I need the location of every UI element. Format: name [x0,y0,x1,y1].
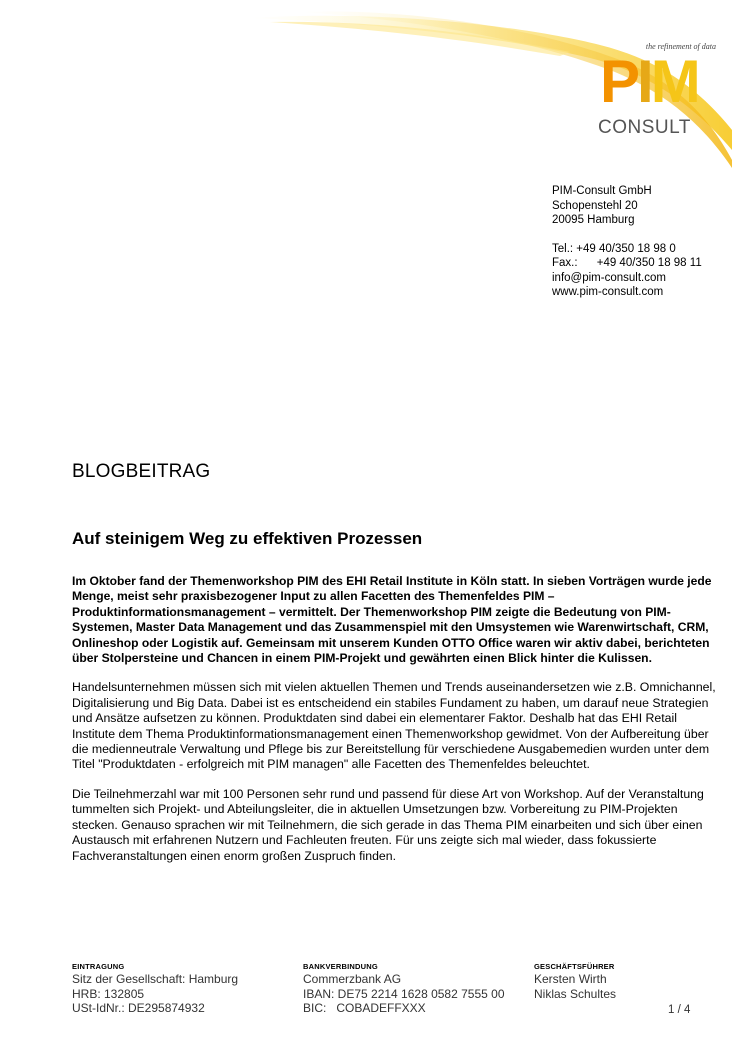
document-heading: BLOGBEITRAG [72,461,211,482]
article-title: Auf steinigem Weg zu effektiven Prozessen [72,529,423,548]
company-phone: Tel.: +49 40/350 18 98 0 [552,242,676,255]
logo-letter: I [637,48,651,115]
footer-line: Commerzbank AG [303,972,402,986]
article-paragraph: Handelsunternehmen müssen sich mit vielen aktuellen Themen und Trends auseinandersetzen wie z.B. Omnichannel, Digitalisierung und Big Data. Dabei ist es entscheidend ein stabiles Fundament zu haben, um darauf neue Strategien und Ansätze aufsetzen zu können. Produktdaten sind dabei ein elementarer Faktor. Deshalb hat das EHI Retail Institute dem Thema Produktinformationsmanagement einen Themenworkshop gewidmet. Von der Aufbereitung über die medienneutrale Verwaltung und Pflege bis zur Bereitstellung für verschiedene Ausgabemedien wurden unter dem Titel "Produktdaten - erfolgreich mit PIM managen" alle Facetten des Themenfeldes beleuchtet. [72,680,716,772]
footer-heading: EINTRAGUNG [72,962,125,971]
footer-line: HRB: 132805 [72,986,145,1001]
company-website[interactable]: www.pim-consult.com [552,286,664,298]
footer-line: USt-IdNr.: DE295874932 [72,1001,205,1016]
footer-heading: GESCHÄFTSFÜHRER [534,962,615,971]
footer-heading: BANKVERBINDUNG [303,962,378,971]
footer-line: BIC: COBADEFFXXX [303,1001,426,1016]
footer-registration [72,962,238,1016]
footer-line: Niklas Schultes [534,986,617,1001]
footer-line: Sitz der Gesellschaft: Hamburg [72,972,239,986]
company-logo [600,48,698,115]
company-address-block [552,184,702,300]
company-name: PIM-Consult GmbH [552,185,652,197]
logo-letter: P [600,48,638,115]
footer-management [534,962,616,1001]
article-lead: Im Oktober fand der Themenworkshop PIM des EHI Retail Institute in Köln statt. In sieben Vorträgen wurde jede Menge, meist sehr praxisbezogener Input zu allen Facetten des Themenfeldes PIM – Produktinformationsmanagement – vermittelt. Der Themenworkshop PIM zeigte die Bedeutung von PIM-Systemen, Master Data Management und das Zusammenspiel mit den Umsystemen wie Warenwirtschaft, CRM, Onlineshop oder Logistik auf. Gemeinsam mit unserem Kunden OTTO Office waren wir aktiv dabei, berichteten über Stolpersteine und Chancen in einem PIM-Projekt und gewährten einen Blick hinter die Kulissen. [72,574,712,666]
company-city: 20095 Hamburg [552,214,635,226]
article-paragraph: Die Teilnehmerzahl war mit 100 Personen sehr rund und passend für diese Art von Workshop. Auf der Veranstaltung tummelten sich Projekt- und Abteilungsleiter, die in aktuellen Umsetzungen bzw. Vorbereitung zu PIM-Projekten stecken. Genauso sprachen wir mit Teilnehmern, die sich gerade in das Thema PIM einarbeiten und sich über einen Austausch mit erfahrenen Nutzern und Fachleuten freuten. Für uns zeigte sich mal wieder, dass fokussierte Fachveranstaltungen einen enorm großen Zuspruch finden. [72,786,704,863]
logo-letters [600,48,698,115]
logo-letter: M [650,48,698,115]
company-street: Schopenstehl 20 [552,199,638,212]
company-fax: Fax.: +49 40/350 18 98 11 [552,257,702,269]
footer-bank [303,962,505,1016]
footer-line: IBAN: DE75 2214 1628 0582 7555 00 [303,986,505,1001]
page-number: 1 / 4 [668,1004,691,1016]
footer-line: Kersten Wirth [534,972,607,986]
logo-tagline: the refinement of data [645,42,716,51]
article-body [72,574,722,878]
company-email[interactable]: info@pim-consult.com [552,271,666,284]
logo-consult-text: CONSULT [598,117,691,138]
